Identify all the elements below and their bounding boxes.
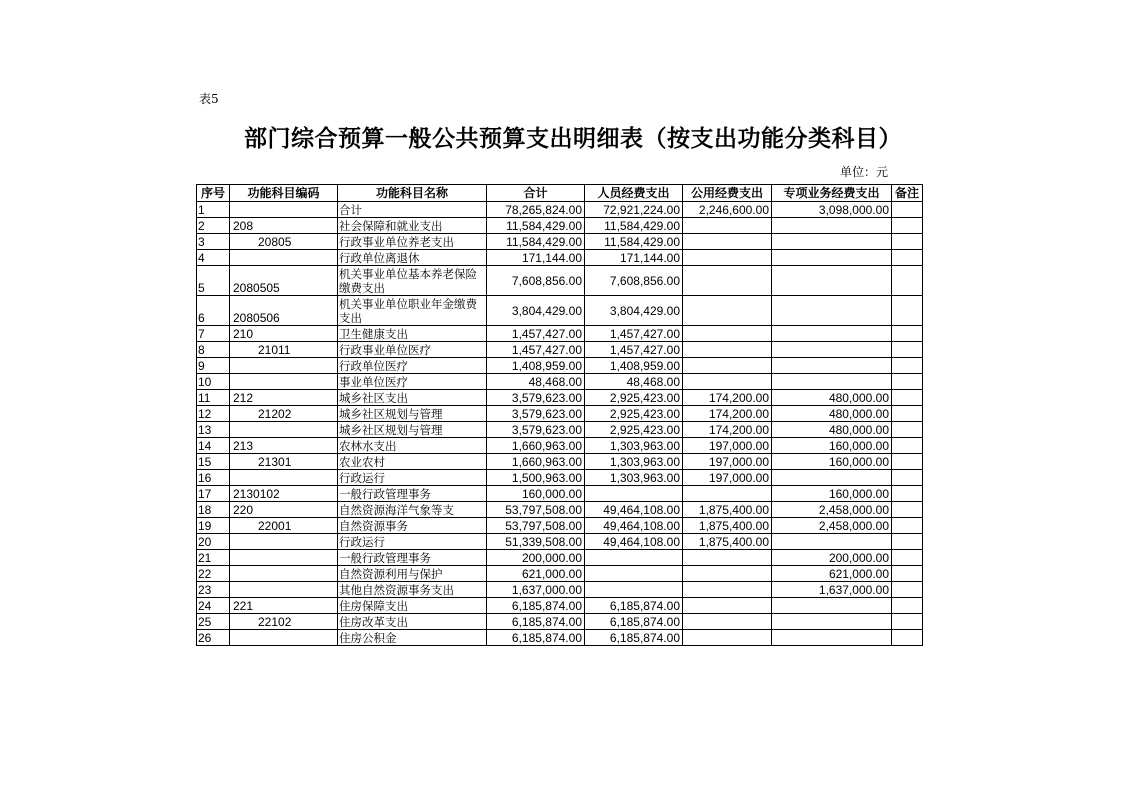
table-number: 表5 bbox=[199, 92, 219, 106]
row-public bbox=[683, 582, 772, 598]
row-note bbox=[892, 534, 923, 550]
row-code bbox=[230, 566, 338, 582]
row-special bbox=[772, 630, 892, 646]
row-name: 行政事业单位养老支出 bbox=[338, 234, 487, 250]
row-public: 2,246,600.00 bbox=[683, 202, 772, 218]
page-title: 部门综合预算一般公共预算支出明细表（按支出功能分类科目） bbox=[244, 126, 902, 152]
row-personnel: 11,584,429.00 bbox=[585, 218, 683, 234]
row-special bbox=[772, 218, 892, 234]
table-row bbox=[197, 266, 923, 296]
header-total: 合计 bbox=[487, 185, 585, 202]
row-note bbox=[892, 598, 923, 614]
row-special: 3,098,000.00 bbox=[772, 202, 892, 218]
row-note bbox=[892, 202, 923, 218]
row-special bbox=[772, 614, 892, 630]
row-public bbox=[683, 296, 772, 326]
row-name: 农业农村 bbox=[338, 454, 487, 470]
row-name: 自然资源海洋气象等支 bbox=[338, 502, 487, 518]
row-total: 200,000.00 bbox=[487, 550, 585, 566]
row-total: 48,468.00 bbox=[487, 374, 585, 390]
row-name: 行政事业单位医疗 bbox=[338, 342, 487, 358]
row-special bbox=[772, 266, 892, 296]
table-row bbox=[197, 406, 923, 422]
table-row bbox=[197, 390, 923, 406]
table-row bbox=[197, 470, 923, 486]
table-row bbox=[197, 486, 923, 502]
row-special: 2,458,000.00 bbox=[772, 502, 892, 518]
row-personnel: 49,464,108.00 bbox=[585, 502, 683, 518]
row-seq: 20 bbox=[197, 534, 230, 550]
row-total: 1,660,963.00 bbox=[487, 438, 585, 454]
row-note bbox=[892, 250, 923, 266]
row-seq: 11 bbox=[197, 390, 230, 406]
row-personnel: 2,925,423.00 bbox=[585, 390, 683, 406]
row-name: 农林水支出 bbox=[338, 438, 487, 454]
row-personnel bbox=[585, 550, 683, 566]
row-note bbox=[892, 422, 923, 438]
table-row bbox=[197, 422, 923, 438]
row-code bbox=[230, 202, 338, 218]
row-seq: 21 bbox=[197, 550, 230, 566]
row-name: 合计 bbox=[338, 202, 487, 218]
row-total: 53,797,508.00 bbox=[487, 502, 585, 518]
row-public bbox=[683, 598, 772, 614]
row-personnel bbox=[585, 566, 683, 582]
row-note bbox=[892, 502, 923, 518]
row-seq: 16 bbox=[197, 470, 230, 486]
table-row bbox=[197, 326, 923, 342]
row-public: 1,875,400.00 bbox=[683, 502, 772, 518]
row-personnel: 11,584,429.00 bbox=[585, 234, 683, 250]
row-personnel bbox=[585, 486, 683, 502]
row-total: 53,797,508.00 bbox=[487, 518, 585, 534]
table-row bbox=[197, 234, 923, 250]
row-public bbox=[683, 358, 772, 374]
row-special bbox=[772, 374, 892, 390]
row-code: 21011 bbox=[230, 342, 338, 358]
row-special bbox=[772, 250, 892, 266]
row-special: 480,000.00 bbox=[772, 406, 892, 422]
table-row bbox=[197, 630, 923, 646]
row-note bbox=[892, 630, 923, 646]
row-note bbox=[892, 486, 923, 502]
row-public bbox=[683, 234, 772, 250]
table-row bbox=[197, 502, 923, 518]
row-code: 22102 bbox=[230, 614, 338, 630]
row-total: 1,457,427.00 bbox=[487, 326, 585, 342]
header-seq: 序号 bbox=[197, 185, 230, 202]
row-name: 住房保障支出 bbox=[338, 598, 487, 614]
row-public bbox=[683, 550, 772, 566]
row-code: 220 bbox=[230, 502, 338, 518]
row-personnel: 6,185,874.00 bbox=[585, 598, 683, 614]
row-public: 174,200.00 bbox=[683, 406, 772, 422]
row-code bbox=[230, 358, 338, 374]
table-row bbox=[197, 250, 923, 266]
row-public: 197,000.00 bbox=[683, 470, 772, 486]
row-total: 78,265,824.00 bbox=[487, 202, 585, 218]
header-note: 备注 bbox=[892, 185, 923, 202]
table-row bbox=[197, 614, 923, 630]
row-code bbox=[230, 534, 338, 550]
table-row bbox=[197, 454, 923, 470]
row-total: 3,579,623.00 bbox=[487, 390, 585, 406]
row-total: 51,339,508.00 bbox=[487, 534, 585, 550]
row-total: 6,185,874.00 bbox=[487, 614, 585, 630]
row-personnel: 3,804,429.00 bbox=[585, 296, 683, 326]
row-name: 机关事业单位职业年金缴费支出 bbox=[338, 296, 487, 326]
row-special bbox=[772, 598, 892, 614]
row-note bbox=[892, 518, 923, 534]
row-name: 自然资源利用与保护 bbox=[338, 566, 487, 582]
row-code bbox=[230, 582, 338, 598]
row-code: 2080505 bbox=[230, 266, 338, 296]
row-note bbox=[892, 438, 923, 454]
row-public bbox=[683, 374, 772, 390]
row-code: 210 bbox=[230, 326, 338, 342]
row-total: 3,579,623.00 bbox=[487, 422, 585, 438]
row-special bbox=[772, 534, 892, 550]
row-personnel: 2,925,423.00 bbox=[585, 406, 683, 422]
row-name: 行政单位医疗 bbox=[338, 358, 487, 374]
row-special bbox=[772, 342, 892, 358]
row-name: 机关事业单位基本养老保险缴费支出 bbox=[338, 266, 487, 296]
row-note bbox=[892, 326, 923, 342]
row-seq: 7 bbox=[197, 326, 230, 342]
row-name: 一般行政管理事务 bbox=[338, 486, 487, 502]
row-personnel: 1,457,427.00 bbox=[585, 342, 683, 358]
row-note bbox=[892, 218, 923, 234]
row-code bbox=[230, 630, 338, 646]
row-special: 480,000.00 bbox=[772, 422, 892, 438]
row-special bbox=[772, 326, 892, 342]
header-name: 功能科目名称 bbox=[338, 185, 487, 202]
row-seq: 23 bbox=[197, 582, 230, 598]
row-personnel: 72,921,224.00 bbox=[585, 202, 683, 218]
row-total: 3,579,623.00 bbox=[487, 406, 585, 422]
row-total: 6,185,874.00 bbox=[487, 630, 585, 646]
row-public bbox=[683, 250, 772, 266]
row-note bbox=[892, 266, 923, 296]
row-name: 社会保障和就业支出 bbox=[338, 218, 487, 234]
row-note bbox=[892, 566, 923, 582]
budget-table bbox=[196, 184, 923, 646]
table-row bbox=[197, 550, 923, 566]
row-seq: 8 bbox=[197, 342, 230, 358]
row-seq: 17 bbox=[197, 486, 230, 502]
row-seq: 1 bbox=[197, 202, 230, 218]
header-row bbox=[197, 185, 923, 202]
row-seq: 25 bbox=[197, 614, 230, 630]
row-seq: 2 bbox=[197, 218, 230, 234]
row-code bbox=[230, 550, 338, 566]
row-special bbox=[772, 358, 892, 374]
row-personnel: 1,303,963.00 bbox=[585, 438, 683, 454]
row-total: 1,660,963.00 bbox=[487, 454, 585, 470]
row-code: 21301 bbox=[230, 454, 338, 470]
row-public: 174,200.00 bbox=[683, 422, 772, 438]
row-name: 其他自然资源事务支出 bbox=[338, 582, 487, 598]
row-note bbox=[892, 390, 923, 406]
row-special: 160,000.00 bbox=[772, 486, 892, 502]
row-seq: 13 bbox=[197, 422, 230, 438]
row-public bbox=[683, 218, 772, 234]
row-total: 11,584,429.00 bbox=[487, 218, 585, 234]
row-total: 6,185,874.00 bbox=[487, 598, 585, 614]
row-seq: 5 bbox=[197, 266, 230, 296]
row-public: 197,000.00 bbox=[683, 438, 772, 454]
table-row bbox=[197, 342, 923, 358]
row-code bbox=[230, 250, 338, 266]
row-personnel: 6,185,874.00 bbox=[585, 630, 683, 646]
row-public bbox=[683, 614, 772, 630]
row-special bbox=[772, 234, 892, 250]
row-name: 住房改革支出 bbox=[338, 614, 487, 630]
row-total: 11,584,429.00 bbox=[487, 234, 585, 250]
row-note bbox=[892, 296, 923, 326]
row-personnel bbox=[585, 582, 683, 598]
row-public: 1,875,400.00 bbox=[683, 518, 772, 534]
row-total: 1,500,963.00 bbox=[487, 470, 585, 486]
row-special: 480,000.00 bbox=[772, 390, 892, 406]
row-personnel: 1,457,427.00 bbox=[585, 326, 683, 342]
row-name: 住房公积金 bbox=[338, 630, 487, 646]
header-special: 专项业务经费支出 bbox=[772, 185, 892, 202]
row-code bbox=[230, 470, 338, 486]
row-note bbox=[892, 454, 923, 470]
header-public: 公用经费支出 bbox=[683, 185, 772, 202]
row-public: 197,000.00 bbox=[683, 454, 772, 470]
row-special bbox=[772, 296, 892, 326]
row-name: 行政单位离退休 bbox=[338, 250, 487, 266]
row-name: 自然资源事务 bbox=[338, 518, 487, 534]
table-row bbox=[197, 374, 923, 390]
row-note bbox=[892, 406, 923, 422]
row-personnel: 171,144.00 bbox=[585, 250, 683, 266]
row-seq: 18 bbox=[197, 502, 230, 518]
row-total: 1,637,000.00 bbox=[487, 582, 585, 598]
row-total: 621,000.00 bbox=[487, 566, 585, 582]
table-row bbox=[197, 582, 923, 598]
row-name: 行政运行 bbox=[338, 534, 487, 550]
row-personnel: 6,185,874.00 bbox=[585, 614, 683, 630]
row-total: 1,408,959.00 bbox=[487, 358, 585, 374]
row-public: 174,200.00 bbox=[683, 390, 772, 406]
row-seq: 15 bbox=[197, 454, 230, 470]
row-special: 160,000.00 bbox=[772, 454, 892, 470]
row-seq: 14 bbox=[197, 438, 230, 454]
row-code: 208 bbox=[230, 218, 338, 234]
row-total: 171,144.00 bbox=[487, 250, 585, 266]
row-total: 160,000.00 bbox=[487, 486, 585, 502]
row-personnel: 2,925,423.00 bbox=[585, 422, 683, 438]
row-personnel: 49,464,108.00 bbox=[585, 518, 683, 534]
row-code: 212 bbox=[230, 390, 338, 406]
row-personnel: 7,608,856.00 bbox=[585, 266, 683, 296]
row-code: 221 bbox=[230, 598, 338, 614]
row-code: 213 bbox=[230, 438, 338, 454]
row-code: 2080506 bbox=[230, 296, 338, 326]
row-seq: 10 bbox=[197, 374, 230, 390]
row-public bbox=[683, 326, 772, 342]
table-row bbox=[197, 202, 923, 218]
row-seq: 19 bbox=[197, 518, 230, 534]
row-code: 22001 bbox=[230, 518, 338, 534]
row-note bbox=[892, 614, 923, 630]
row-personnel: 1,303,963.00 bbox=[585, 470, 683, 486]
row-seq: 26 bbox=[197, 630, 230, 646]
row-note bbox=[892, 358, 923, 374]
header-code: 功能科目编码 bbox=[230, 185, 338, 202]
row-code: 21202 bbox=[230, 406, 338, 422]
row-seq: 4 bbox=[197, 250, 230, 266]
row-seq: 24 bbox=[197, 598, 230, 614]
row-special: 2,458,000.00 bbox=[772, 518, 892, 534]
row-name: 卫生健康支出 bbox=[338, 326, 487, 342]
row-personnel: 1,408,959.00 bbox=[585, 358, 683, 374]
table-row bbox=[197, 598, 923, 614]
table-row bbox=[197, 296, 923, 326]
row-name: 城乡社区支出 bbox=[338, 390, 487, 406]
row-seq: 9 bbox=[197, 358, 230, 374]
row-note bbox=[892, 374, 923, 390]
row-total: 1,457,427.00 bbox=[487, 342, 585, 358]
row-special: 621,000.00 bbox=[772, 566, 892, 582]
row-note bbox=[892, 550, 923, 566]
table-row bbox=[197, 518, 923, 534]
row-special: 1,637,000.00 bbox=[772, 582, 892, 598]
table-row bbox=[197, 534, 923, 550]
row-note bbox=[892, 582, 923, 598]
row-total: 7,608,856.00 bbox=[487, 266, 585, 296]
row-seq: 12 bbox=[197, 406, 230, 422]
row-name: 行政运行 bbox=[338, 470, 487, 486]
row-name: 事业单位医疗 bbox=[338, 374, 487, 390]
header-personnel: 人员经费支出 bbox=[585, 185, 683, 202]
row-code: 2130102 bbox=[230, 486, 338, 502]
row-seq: 3 bbox=[197, 234, 230, 250]
row-note bbox=[892, 234, 923, 250]
row-public: 1,875,400.00 bbox=[683, 534, 772, 550]
row-special: 160,000.00 bbox=[772, 438, 892, 454]
table-row bbox=[197, 566, 923, 582]
row-note bbox=[892, 470, 923, 486]
table-row bbox=[197, 438, 923, 454]
row-public bbox=[683, 566, 772, 582]
row-name: 一般行政管理事务 bbox=[338, 550, 487, 566]
row-code: 20805 bbox=[230, 234, 338, 250]
row-public bbox=[683, 342, 772, 358]
row-special: 200,000.00 bbox=[772, 550, 892, 566]
unit-label: 单位：元 bbox=[840, 165, 889, 179]
table-body bbox=[197, 202, 923, 646]
row-personnel: 1,303,963.00 bbox=[585, 454, 683, 470]
table-row bbox=[197, 218, 923, 234]
row-public bbox=[683, 486, 772, 502]
row-seq: 22 bbox=[197, 566, 230, 582]
row-personnel: 48,468.00 bbox=[585, 374, 683, 390]
row-note bbox=[892, 342, 923, 358]
row-personnel: 49,464,108.00 bbox=[585, 534, 683, 550]
row-name: 城乡社区规划与管理 bbox=[338, 422, 487, 438]
row-seq: 6 bbox=[197, 296, 230, 326]
row-name: 城乡社区规划与管理 bbox=[338, 406, 487, 422]
row-code bbox=[230, 374, 338, 390]
row-public bbox=[683, 630, 772, 646]
row-total: 3,804,429.00 bbox=[487, 296, 585, 326]
row-public bbox=[683, 266, 772, 296]
row-code bbox=[230, 422, 338, 438]
row-special bbox=[772, 470, 892, 486]
table-row bbox=[197, 358, 923, 374]
